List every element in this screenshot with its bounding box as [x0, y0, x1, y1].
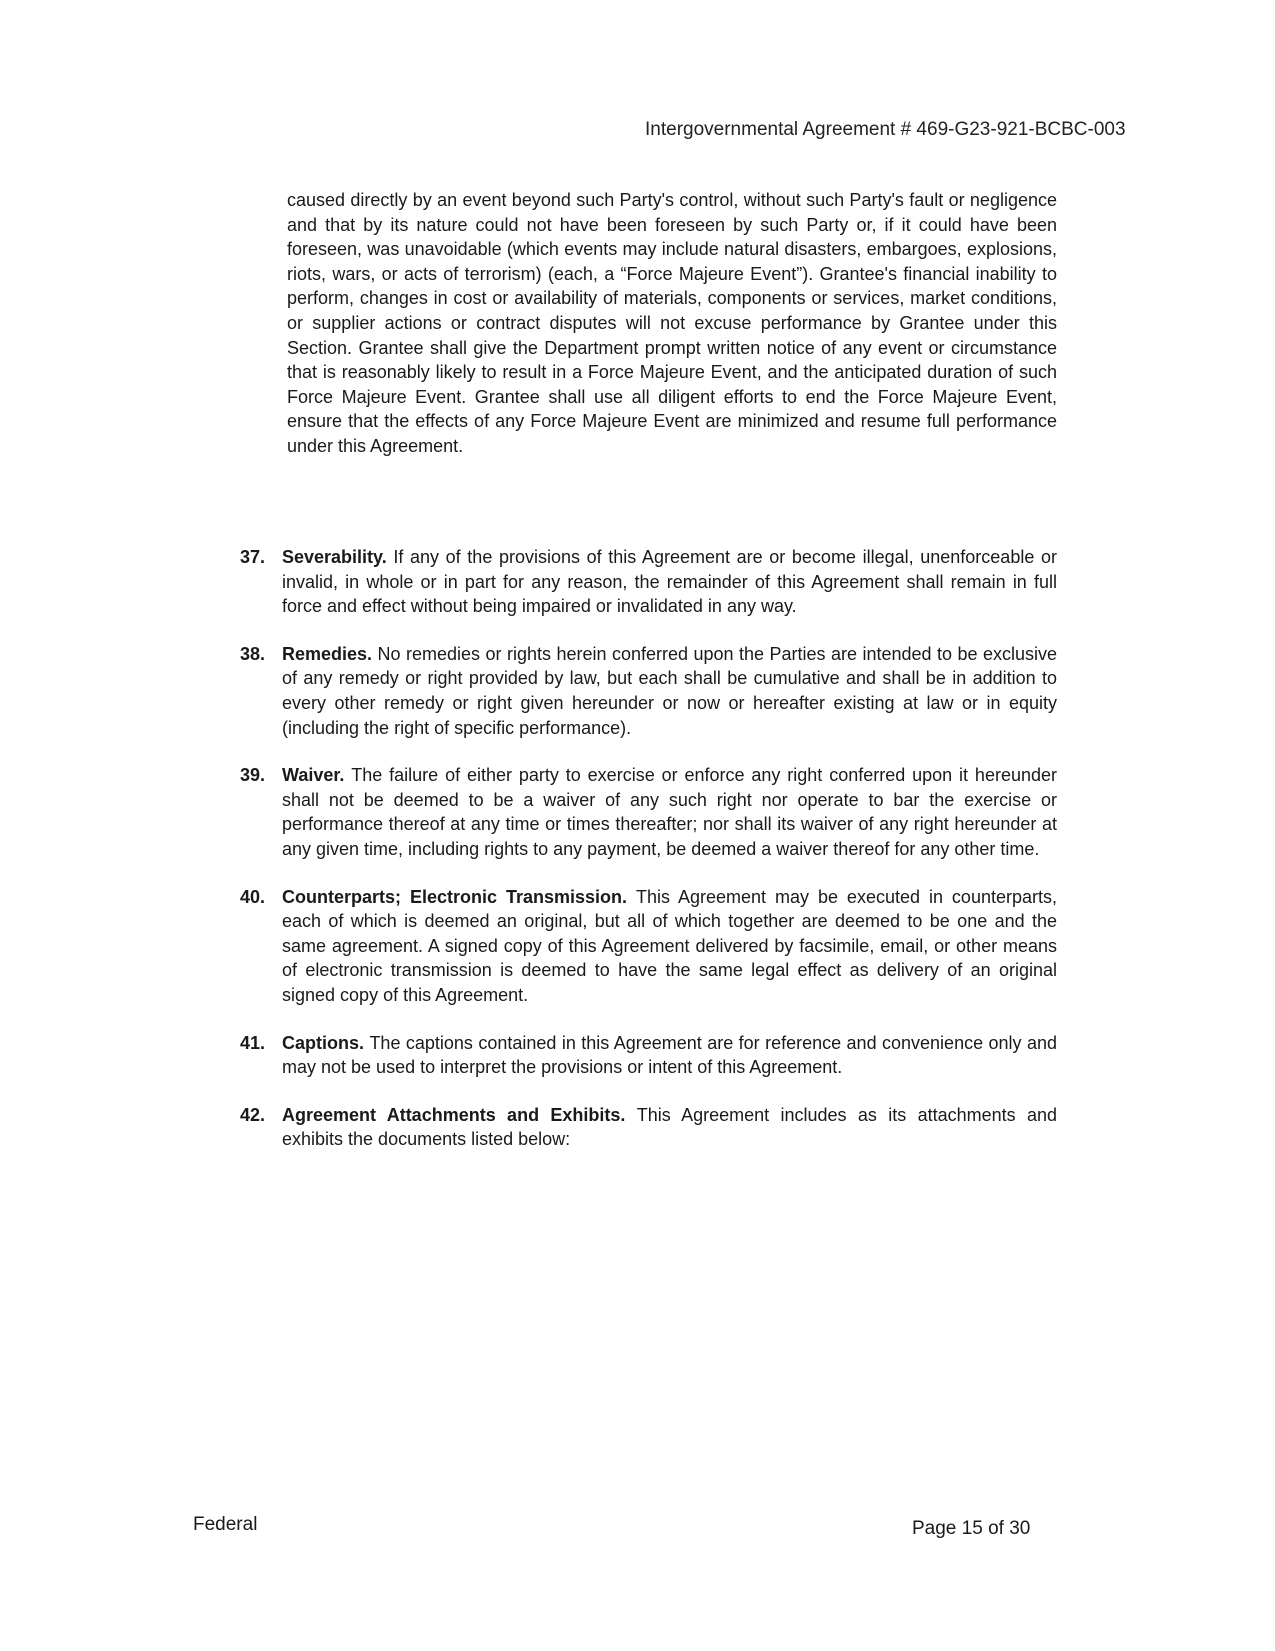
section-caption: Counterparts; Electronic Transmission. [282, 886, 636, 907]
section-42-attachments [240, 1103, 1057, 1152]
section-41-captions [240, 1031, 1057, 1080]
section-text: The failure of either party to exercise or enforce any right conferred upon it hereunder shall not be deemed to be a waiver of any such right nor operate to bar the exercise or performance thereof at any time or times thereafter; nor shall its waiver of any right hereunder at any given time, including rights to any payment, be deemed a waiver thereof for any other time. [282, 765, 1057, 859]
section-caption: Waiver. [282, 765, 352, 786]
section-number: 39. [240, 765, 266, 786]
section-39-waiver [240, 763, 1057, 861]
section-number: 41. [240, 1032, 266, 1053]
section-number: 40. [240, 886, 266, 907]
section-caption: Remedies. [282, 643, 378, 664]
sections-list [240, 545, 1057, 1175]
section-37-severability [240, 545, 1057, 619]
force-majeure-continuation: caused directly by an event beyond such Party's control, without such Party's fault or negligence and that by its nature could not have been foreseen by such Party or, if it could have been foreseen, was unavoidable (which events may include natural disasters, embargoes, explosions, riots, wars, or acts of terrorism) (each, a “Force Majeure Event”). Grantee's financial inability to perform, changes in cost or availability of materials, components or services, market conditions, or supplier actions or contract disputes will not excuse performance by Grantee under this Section. Grantee shall give the Department prompt written notice of any event or circumstance that is reasonably likely to result in a Force Majeure Event, and the anticipated duration of such Force Majeure Event. Grantee shall use all diligent efforts to end the Force Majeure Event, ensure that the effects of any Force Majeure Event are minimized and resume full performance under this Agreement. [287, 190, 1057, 456]
page-number: Page 15 of 30 [912, 1518, 1031, 1539]
section-38-remedies [240, 642, 1057, 740]
section-caption: Captions. [282, 1032, 370, 1053]
section-text: The captions contained in this Agreement are for reference and convenience only and may not be used to interpret the provisions or intent of this Agreement. [282, 1032, 1057, 1078]
section-text: This Agreement may be executed in counterparts, each of which is deemed an original, but all of which together are deemed to be one and the same agreement. A signed copy of this Agreement delivered by facsimile, email, or other means of electronic transmission is deemed to have the same legal effect as delivery of an original signed copy of this Agreement. [282, 886, 1057, 1005]
section-number: 38. [240, 643, 266, 664]
section-text: This Agreement includes as its attachments and exhibits the documents listed below: [282, 1104, 1058, 1150]
document-header: Intergovernmental Agreement # 469-G23-921-BCBC-003 [645, 119, 1126, 140]
section-number: 37. [240, 547, 266, 567]
footer-label: Federal [193, 1514, 258, 1535]
section-caption: Agreement Attachments and Exhibits. [282, 1104, 637, 1125]
section-text: No remedies or rights herein conferred upon the Parties are intended to be exclusive of any remedy or right provided by law, but each shall be cumulative and shall be in addition to every other remedy or right given hereunder or now or hereafter existing at law or in equity (including the right of specific performance). [282, 643, 1057, 738]
section-text: If any of the provisions of this Agreement are or become illegal, unenforceable or invalid, in whole or in part for any reason, the remainder of this Agreement shall remain in full force and effect without being impaired or invalidated in any way. [282, 547, 1057, 617]
section-number: 42. [240, 1104, 266, 1125]
section-40-counterparts [240, 885, 1057, 1008]
section-caption: Severability. [282, 547, 394, 567]
